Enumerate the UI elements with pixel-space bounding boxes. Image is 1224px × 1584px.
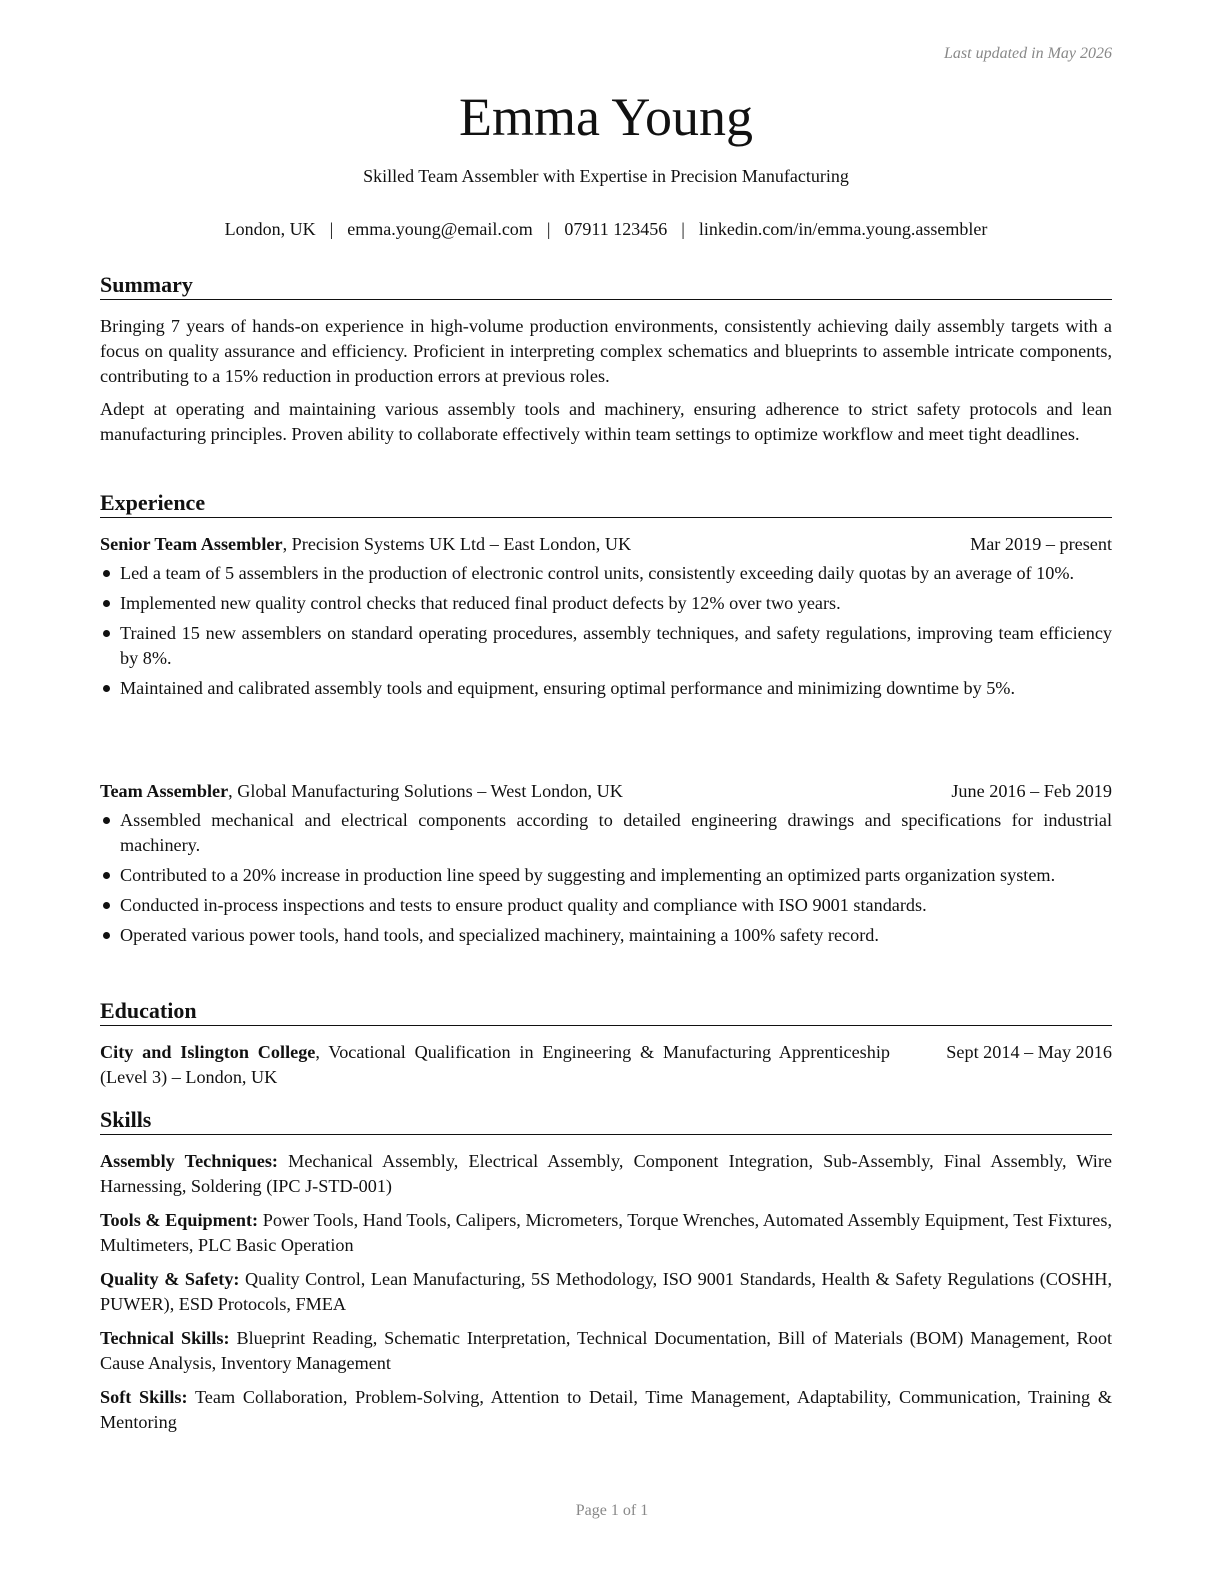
skill-label: Assembly Techniques: — [100, 1151, 278, 1171]
skill-text: Team Collaboration, Problem-Solving, Attention to Detail, Time Management, Adaptability, Communication, Training & Mentoring — [100, 1387, 1112, 1432]
section-heading-experience: Experience — [100, 490, 1112, 518]
list-item: Contributed to a 20% increase in production line speed by suggesting and implementing an optimized parts organization system. — [100, 863, 1112, 888]
experience-entry — [100, 779, 1112, 953]
contact-linkedin[interactable]: linkedin.com/in/emma.young.assembler — [698, 219, 988, 239]
list-item: Led a team of 5 assemblers in the production of electronic control units, consistently exceeding daily quotas by an average of 10%. — [100, 561, 1112, 586]
job-dates: Mar 2019 – present — [970, 534, 1112, 554]
summary-paragraph: Adept at operating and maintaining various assembly tools and machinery, ensuring adherence to strict safety protocols and lean manufacturing principles. Proven ability to collaborate effectively within team settings to optimize workflow and meet tight deadlines. — [100, 399, 1112, 444]
education-school: City and Islington College — [100, 1042, 316, 1062]
education-row — [100, 1040, 1112, 1090]
skill-text: Mechanical Assembly, Electrical Assembly, Component Integration, Sub-Assembly, Final Assembly, Wire Harnessing, Soldering (IPC J-STD-001) — [100, 1151, 1112, 1196]
list-item: Implemented new quality control checks that reduced final product defects by 12% over two years. — [100, 591, 1112, 616]
contact-separator: | — [329, 219, 334, 239]
job-dates: June 2016 – Feb 2019 — [951, 781, 1112, 801]
skills-block — [100, 1149, 1112, 1444]
contact-line — [100, 219, 1112, 240]
job-bullets — [100, 561, 1112, 701]
section-heading-skills: Skills — [100, 1107, 1112, 1135]
list-item: Operated various power tools, hand tools, and specialized machinery, maintaining a 100% safety record. — [100, 923, 1112, 948]
contact-email[interactable]: emma.young@email.com — [347, 219, 533, 239]
list-item: Assembled mechanical and electrical components according to detailed engineering drawings and specifications for industrial machinery. — [100, 808, 1112, 858]
section-heading-summary: Summary — [100, 272, 1112, 300]
contact-phone: 07911 123456 — [564, 219, 668, 239]
list-item: Trained 15 new assemblers on standard operating procedures, assembly techniques, and safety regulations, improving team efficiency by 8%. — [100, 621, 1112, 671]
job-header — [100, 532, 1112, 557]
skill-row — [100, 1149, 1112, 1199]
summary-block — [100, 314, 1112, 455]
skill-label: Technical Skills: — [100, 1328, 230, 1348]
skill-label: Quality & Safety: — [100, 1269, 240, 1289]
job-bullets — [100, 808, 1112, 948]
skill-row — [100, 1208, 1112, 1258]
skill-row — [100, 1326, 1112, 1376]
last-updated: Last updated in May 2026 — [944, 45, 1112, 62]
skill-label: Tools & Equipment: — [100, 1210, 259, 1230]
page-number: Page 1 of 1 — [575, 1502, 649, 1519]
education-details — [100, 1040, 890, 1090]
education-entry — [100, 1040, 1112, 1090]
candidate-name: Emma Young — [458, 87, 754, 147]
skill-label: Soft Skills: — [100, 1387, 188, 1407]
job-title: Senior Team Assembler — [100, 534, 283, 554]
education-qualification: , Vocational Qualification in Engineering & Manufacturing Apprenticeship (Level 3) – London, UK — [100, 1042, 890, 1087]
section-heading-education: Education — [100, 998, 1112, 1026]
contact-separator: | — [546, 219, 551, 239]
skill-text: Power Tools, Hand Tools, Calipers, Micrometers, Torque Wrenches, Automated Assembly Equipment, Test Fixtures, Multimeters, PLC Basic Operation — [100, 1210, 1112, 1255]
skill-text: Blueprint Reading, Schematic Interpretation, Technical Documentation, Bill of Materials (BOM) Management, Root Cause Analysis, Inventory Management — [100, 1328, 1112, 1373]
list-item: Conducted in-process inspections and tests to ensure product quality and compliance with ISO 9001 standards. — [100, 893, 1112, 918]
summary-paragraph: Bringing 7 years of hands-on experience in high-volume production environments, consistently achieving daily assembly targets with a focus on quality assurance and efficiency. Proficient in interpreting complex schematics and blueprints to assemble intricate components, contributing to a 15% reduction in production errors at previous roles. — [100, 316, 1112, 386]
list-item: Maintained and calibrated assembly tools and equipment, ensuring optimal performance and minimizing downtime by 5%. — [100, 676, 1112, 701]
education-dates: Sept 2014 – May 2016 — [946, 1042, 1112, 1062]
contact-separator: | — [681, 219, 685, 239]
skill-row — [100, 1385, 1112, 1435]
job-company: , Precision Systems UK Ltd – East London, UK — [282, 534, 632, 554]
job-header — [100, 779, 1112, 804]
job-title: Team Assembler — [100, 781, 229, 801]
contact-location: London, UK — [224, 219, 316, 239]
skill-row — [100, 1267, 1112, 1317]
experience-entry — [100, 532, 1112, 706]
skill-text: Quality Control, Lean Manufacturing, 5S Methodology, ISO 9001 Standards, Health & Safety Regulations (COSHH, PUWER), ESD Protocols, FMEA — [100, 1269, 1112, 1314]
job-company: , Global Manufacturing Solutions – West London, UK — [228, 781, 623, 801]
tagline: Skilled Team Assembler with Expertise in Precision Manufacturing — [363, 166, 849, 186]
